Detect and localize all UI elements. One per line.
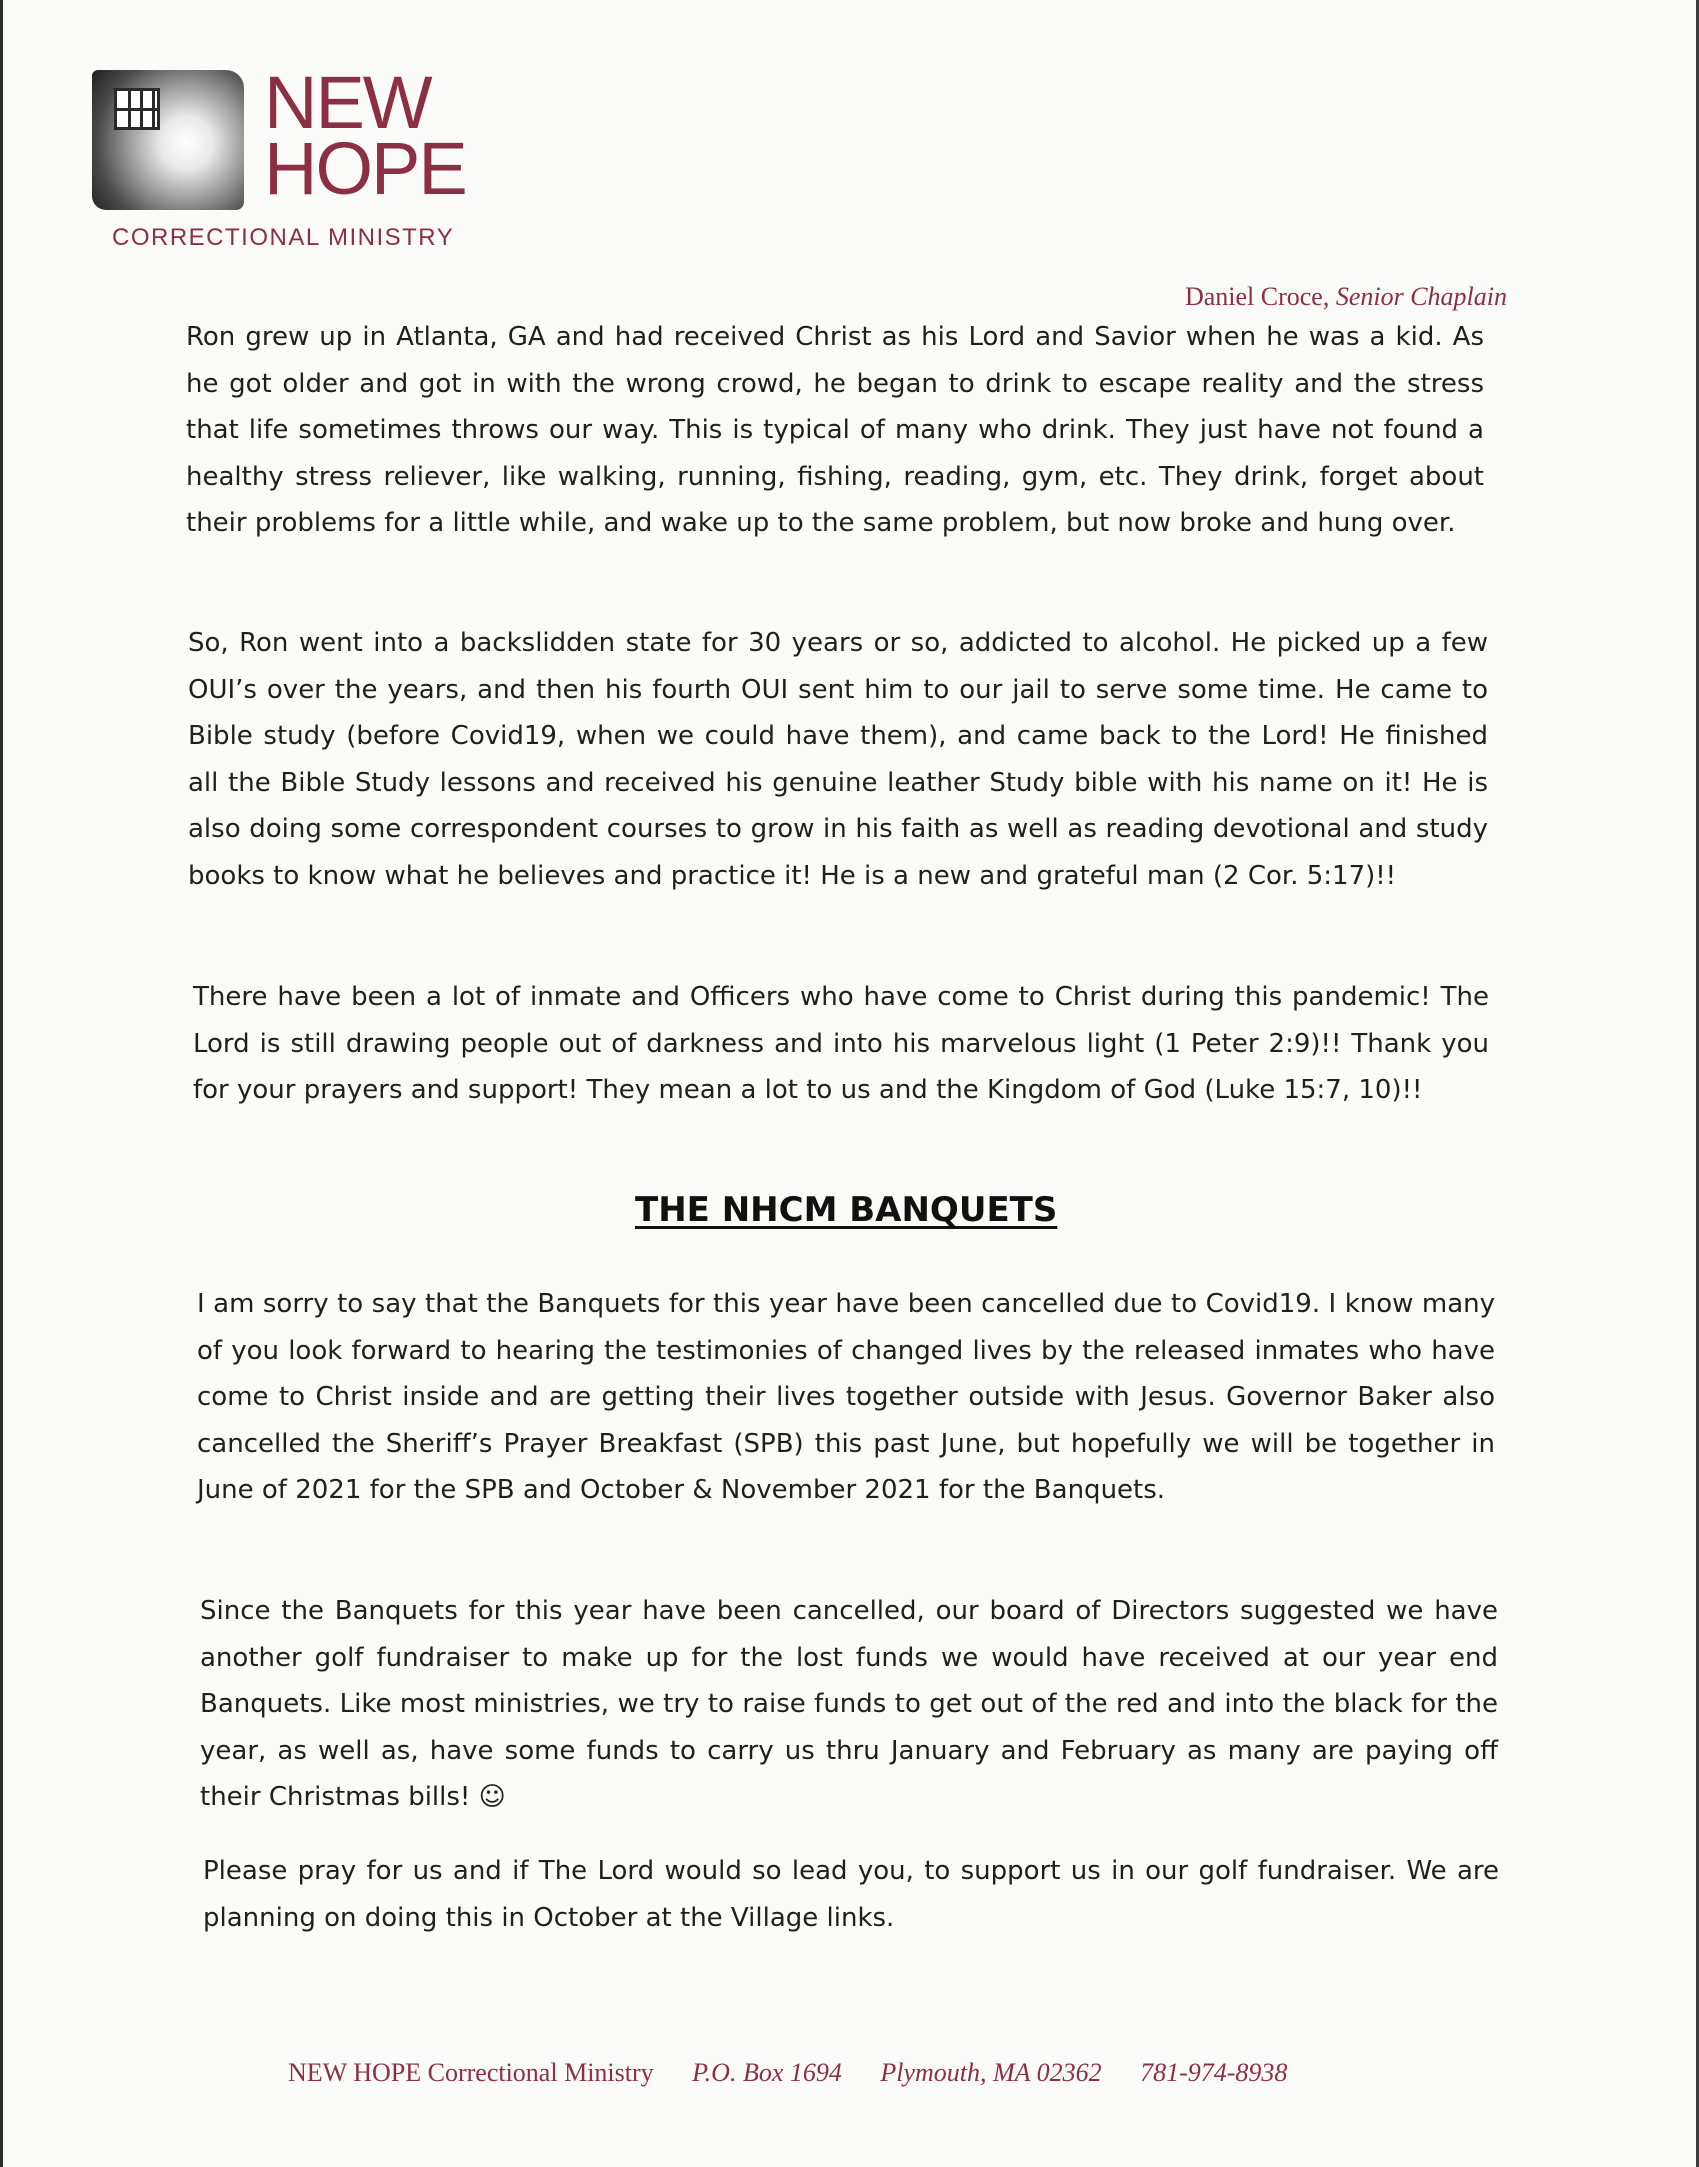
paragraph-banquets-cancelled: I am sorry to say that the Banquets for this year have been cancelled due to Covid19. I know many of you look forward to hearing the testimonies of changed lives by the released inmates who have come to Christ inside and are getting their lives together outside with Jesus. Governor Baker also cancelled the Sheriff’s Prayer Breakfast (SPB) this past June, but hopefully we will be together in June of 2021 for the SPB and October & November 2021 for the Banquets.: [197, 1289, 1495, 1505]
prison-window-icon: [92, 70, 244, 210]
logo-text-new: NEW: [264, 61, 431, 144]
footer-pobox: P.O. Box 1694: [692, 2058, 842, 2087]
barred-window-icon: [114, 88, 160, 130]
logo-text-hope: HOPE: [264, 127, 466, 210]
author-line: [1185, 282, 1507, 312]
footer-city: Plymouth, MA 02362: [880, 2058, 1102, 2087]
footer-contact: [288, 2058, 1319, 2088]
author-name: Daniel Croce,: [1184, 282, 1330, 311]
paragraph-ron-background: Ron grew up in Atlanta, GA and had received Christ as his Lord and Savior when he was a kid. As he got older and got in with the wrong crowd, he began to drink to escape reality and the stress that life sometimes throws our way. This is typical of many who drink. They just have not found a healthy stress reliever, like walking, running, fishing, reading, gym, etc. They drink, forget about their problems for a little while, and wake up to the same problem, but now broke and hung over.: [186, 322, 1484, 538]
paragraph-ron-restoration: So, Ron went into a backslidden state for 30 years or so, addicted to alcohol. He picked up a few OUI’s over the years, and then his fourth OUI sent him to our jail to serve some time. He came to Bible study (before Covid19, when we could have them), and came back to the Lord! He finished all the Bible Study lessons and received his genuine leather Study bible with his name on it! He is also doing some correspondent courses to grow in his faith as well as reading devotional and study books to know what he believes and practice it! He is a new and grateful man (2 Cor. 5:17)!!: [188, 628, 1488, 891]
paragraph-golf-fundraiser: Since the Banquets for this year have been cancelled, our board of Directors suggested we have another golf fundraiser to make up for the lost funds we would have received at our year end Banquets. Like most ministries, we try to raise funds to get out of the red and into the black for the year, as well as, have some funds to carry us thru January and February as many are paying off their Christmas bills! ☺: [200, 1596, 1498, 1812]
section-heading-banquets: THE NHCM BANQUETS: [635, 1190, 1058, 1230]
paragraph-pandemic-conversions: There have been a lot of inmate and Officers who have come to Christ during this pandemic! The Lord is still drawing people out of darkness and into his marvelous light (1 Peter 2:9)!! Thank you for your prayers and support! They mean a lot to us and the Kingdom of God (Luke 15:7, 10)!!: [193, 982, 1489, 1105]
footer-phone[interactable]: 781-974-8938: [1140, 2058, 1288, 2087]
paragraph-prayer-request: Please pray for us and if The Lord would so lead you, to support us in our golf fundraiser. We are planning on doing this in October at the Village links.: [203, 1856, 1499, 1933]
footer-org: NEW HOPE Correctional Ministry: [288, 2058, 654, 2087]
new-hope-logo: [92, 61, 512, 256]
scan-edge-left: [0, 0, 3, 2167]
author-title: Senior Chaplain: [1335, 282, 1507, 311]
logo-subtitle: CORRECTIONAL MINISTRY: [112, 224, 455, 251]
